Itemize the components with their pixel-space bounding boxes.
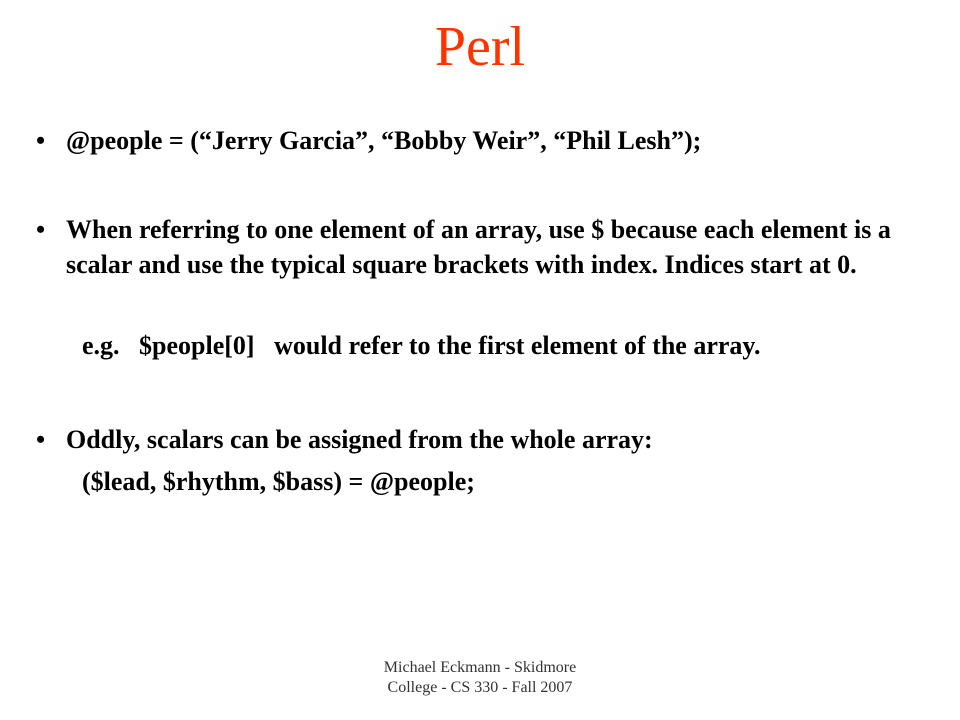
bullet-item-2 <box>36 212 916 322</box>
footer-line-2: College - CS 330 - Fall 2007 <box>387 679 573 696</box>
slide-title: Perl <box>434 16 526 78</box>
bullet-marker: • <box>36 215 46 244</box>
bullet-text: @people = (“Jerry Garcia”, “Bobby Weir”, “Phil Lesh”); <box>66 126 702 155</box>
bullet-item-1 <box>36 123 916 159</box>
bullet-item-3 <box>36 422 916 458</box>
slide-footer <box>350 658 610 698</box>
bullet-sub-example: e.g. $people[0] would refer to the first element of the array. <box>82 331 761 360</box>
bullet-marker: • <box>36 126 46 155</box>
bullet-text: Oddly, scalars can be assigned from the whole array: <box>66 425 653 454</box>
bullet-sub-code: ($lead, $rhythm, $bass) = @people; <box>82 467 475 496</box>
footer-line-1: Michael Eckmann - Skidmore <box>383 659 577 676</box>
bullet-text: When referring to one element of an array, use $ because each element is a scalar and use the typical square brackets with index. Indices start at 0. <box>66 215 891 279</box>
bullet-marker: • <box>36 425 46 454</box>
